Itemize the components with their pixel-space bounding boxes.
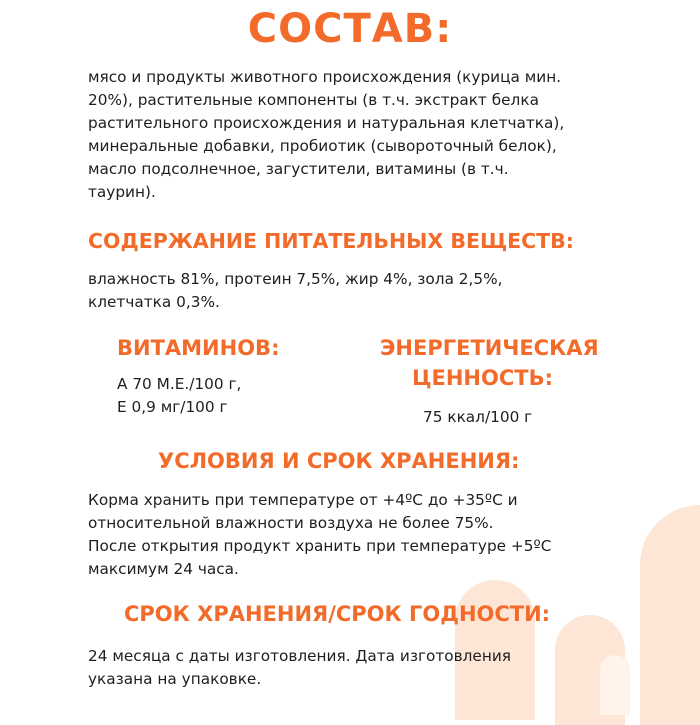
nutrients-text bbox=[88, 268, 615, 314]
storage-text bbox=[88, 489, 615, 581]
storage-line: максимум 24 часа. bbox=[88, 560, 239, 578]
storage-line: относительной влажности воздуха не более 75%. bbox=[88, 514, 494, 532]
composition-text bbox=[88, 66, 615, 204]
composition-line: таурин). bbox=[88, 183, 156, 201]
composition-line: минеральные добавки, пробиотик (сывороточный белок), bbox=[88, 137, 557, 155]
energy-heading-line1: ЭНЕРГЕТИЧЕСКАЯ bbox=[380, 336, 599, 360]
storage-heading: УСЛОВИЯ И СРОК ХРАНЕНИЯ: bbox=[158, 449, 520, 473]
shelf-life-line: 24 месяца с даты изготовления. Дата изготовления bbox=[88, 647, 511, 665]
vitamins-text bbox=[117, 373, 317, 419]
storage-line: Корма хранить при температуре от +4ºС до +35ºС и bbox=[88, 491, 518, 509]
shelf-life-line: указана на упаковке. bbox=[88, 670, 262, 688]
composition-line: масло подсолнечное, загустители, витамины (в т.ч. bbox=[88, 160, 509, 178]
storage-line: После открытия продукт хранить при температуре +5ºС bbox=[88, 537, 552, 555]
vitamins-heading: ВИТАМИНОВ: bbox=[117, 336, 280, 360]
nutrients-line: влажность 81%, протеин 7,5%, жир 4%, зола 2,5%, bbox=[88, 270, 503, 288]
composition-line: мясо и продукты животного происхождения (курица мин. bbox=[88, 68, 562, 86]
vitamins-line: Е 0,9 мг/100 г bbox=[117, 398, 228, 416]
shelf-life-heading: СРОК ХРАНЕНИЯ/СРОК ГОДНОСТИ: bbox=[124, 602, 551, 626]
decorative-shape bbox=[640, 505, 700, 725]
energy-value: 75 ккал/100 г bbox=[423, 408, 533, 426]
composition-line: растительного происхождения и натуральная клетчатка), bbox=[88, 114, 565, 132]
nutrients-line: клетчатка 0,3%. bbox=[88, 293, 220, 311]
shelf-life-text bbox=[88, 645, 615, 691]
page-title: СОСТАВ: bbox=[247, 6, 453, 52]
nutrients-heading: СОДЕРЖАНИЕ ПИТАТЕЛЬНЫХ ВЕЩЕСТВ: bbox=[88, 229, 574, 253]
energy-heading-line2: ЦЕННОСТЬ: bbox=[412, 366, 553, 390]
vitamins-line: А 70 М.Е./100 г, bbox=[117, 375, 242, 393]
composition-line: 20%), растительные компоненты (в т.ч. экстракт белка bbox=[88, 91, 539, 109]
